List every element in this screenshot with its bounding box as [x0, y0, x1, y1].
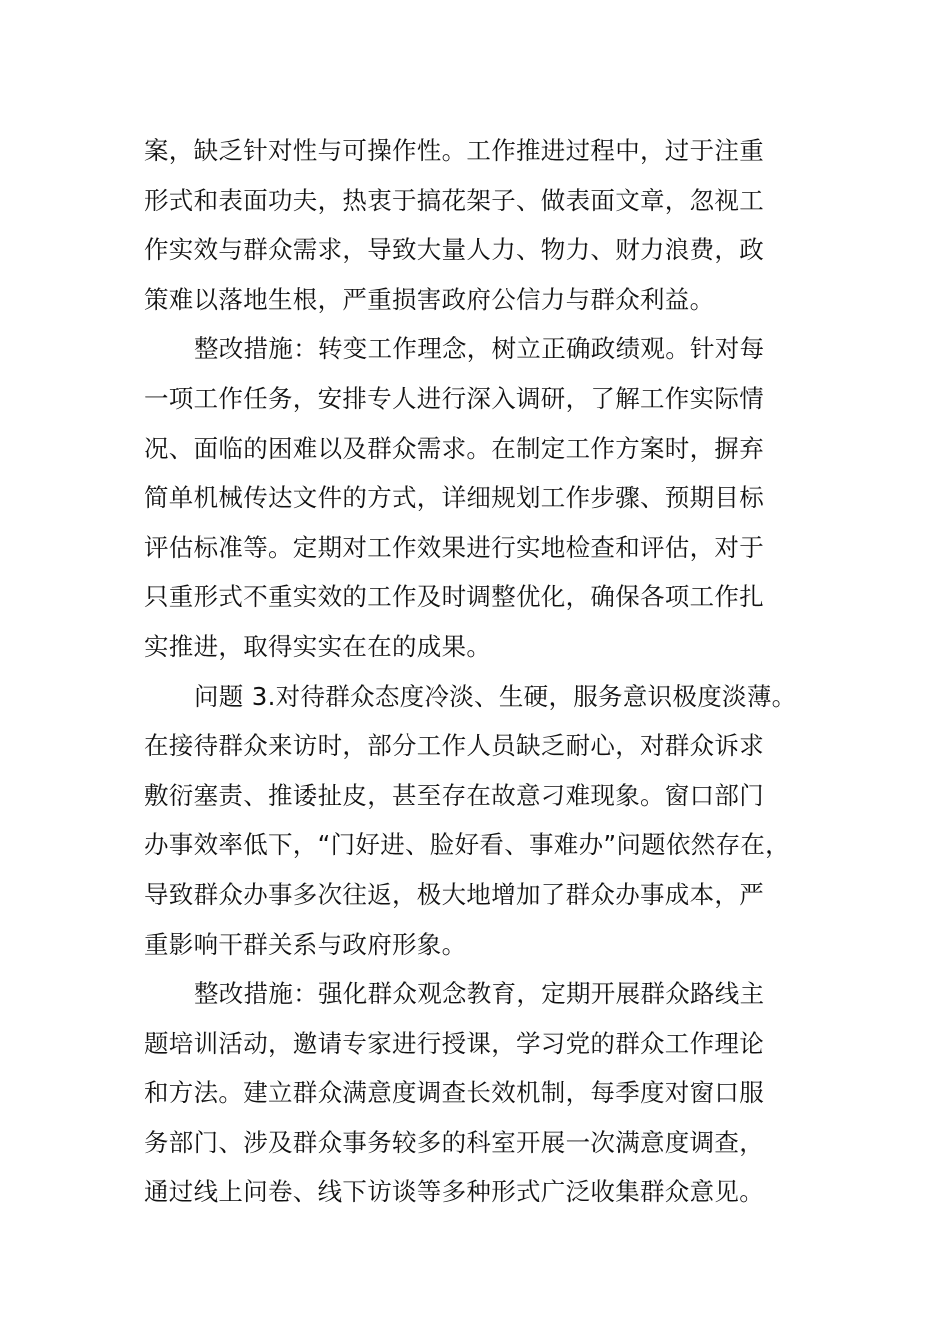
text-line: 导致群众办事多次往返，极大地增加了群众办事成本，严 [144, 879, 764, 909]
text-line: 在接待群众来访时，部分工作人员缺乏耐心，对群众诉求 [144, 731, 764, 761]
text-line: 形式和表面功夫，热衷于搞花架子、做表面文章，忽视工 [144, 185, 764, 215]
text-line: 案，缺乏针对性与可操作性。工作推进过程中，过于注重 [144, 136, 764, 165]
text-line: 只重形式不重实效的工作及时调整优化，确保各项工作扎 [144, 582, 764, 612]
text-line: 敷衍塞责、推诿扯皮，甚至存在故意刁难现象。窗口部门 [144, 780, 764, 810]
text-line: 和方法。建立群众满意度调查长效机制，每季度对窗口服 [144, 1078, 764, 1108]
paragraph-rectification-measures-2 [144, 324, 824, 671]
text-line: 整改措施：强化群众观念教育，定期开展群众路线主 [194, 979, 765, 1009]
text-line: 评估标准等。定期对工作效果进行实地检查和评估，对于 [144, 532, 764, 562]
text-line: 策难以落地生根，严重损害政府公信力与群众利益。 [144, 284, 715, 314]
text-line: 通过线上问卷、线下访谈等多种形式广泛收集群众意见。 [144, 1177, 764, 1207]
text-line: 问题 3.对待群众态度冷淡、生硬，服务意识极度淡薄。 [194, 681, 797, 711]
paragraph-rectification-measures-3 [144, 969, 824, 1217]
text-line: 简单机械传达文件的方式，详细规划工作步骤、预期目标 [144, 483, 764, 513]
text-line: 务部门、涉及群众事务较多的科室开展一次满意度调查， [144, 1127, 764, 1157]
paragraph-continuation [144, 126, 824, 324]
text-line: 题培训活动，邀请专家进行授课，学习党的群众工作理论 [144, 1028, 764, 1058]
text-line: 一项工作任务，安排专人进行深入调研，了解工作实际情 [144, 383, 764, 413]
text-line: 实推进，取得实实在在的成果。 [144, 631, 492, 661]
text-line: 况、面临的困难以及群众需求。在制定工作方案时，摒弃 [144, 433, 764, 463]
text-line: 整改措施：转变工作理念，树立正确政绩观。针对每 [194, 334, 765, 364]
text-line: 重影响干群关系与政府形象。 [144, 929, 467, 959]
text-line: 办事效率低下，“门好进、脸好看、事难办”问题依然存在， [144, 830, 790, 860]
document-body [144, 126, 824, 1217]
text-line: 作实效与群众需求，导致大量人力、物力、财力浪费，政 [144, 235, 764, 265]
paragraph-problem-3 [144, 672, 824, 970]
